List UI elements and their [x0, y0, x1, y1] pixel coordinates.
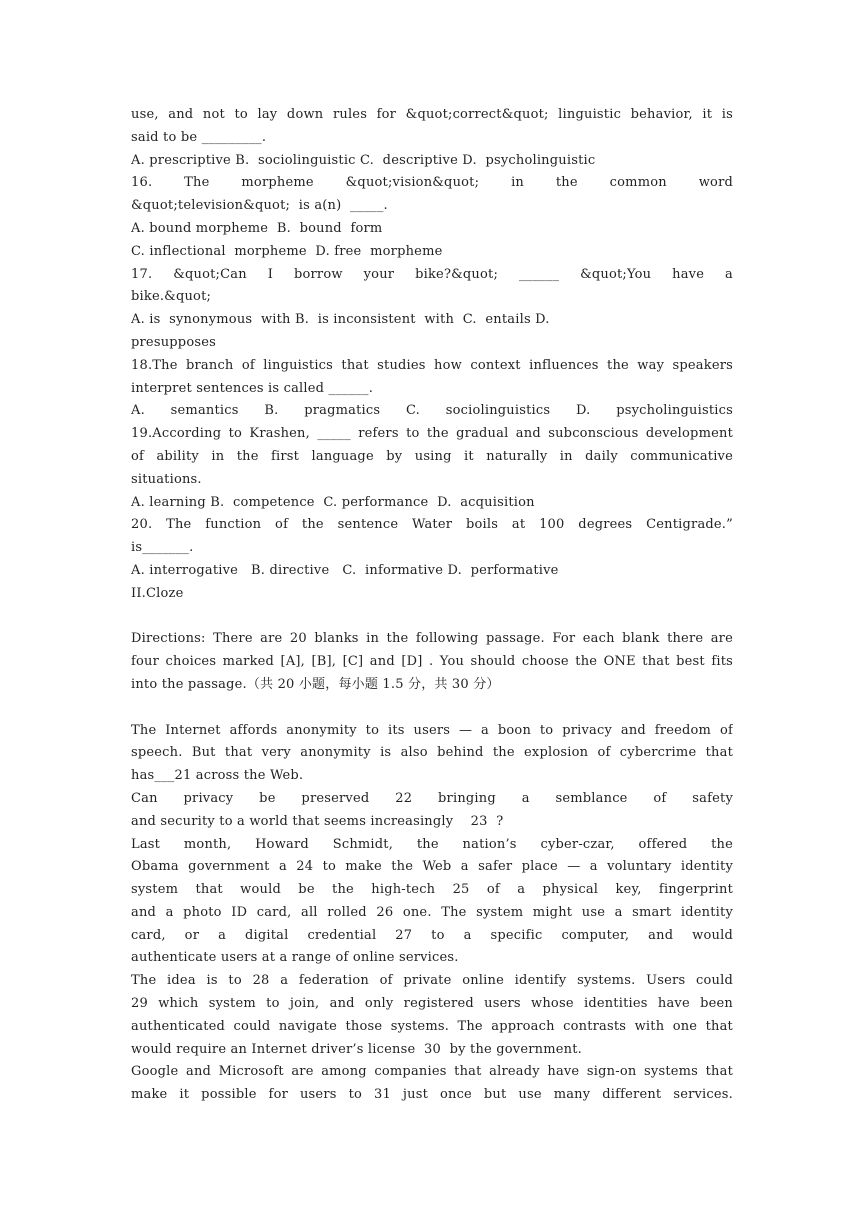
- text-line: authenticate users at a range of online services.: [131, 950, 459, 966]
- document-page: [131, 104, 733, 1107]
- text-line: authenticated could navigate those systems. The approach contrasts with one that: [131, 1018, 733, 1034]
- blank-line: [131, 606, 733, 629]
- text-line: II.Cloze: [131, 585, 184, 601]
- text-line: &quot;television&quot; is a(n) _____.: [131, 198, 388, 214]
- text-line: of ability in the first language by using it naturally in daily communicative: [131, 448, 733, 464]
- text-line: make it possible for users to 31 just once but use many different services.: [131, 1087, 733, 1103]
- text-line: 19.According to Krashen, _____ refers to the gradual and subconscious development: [131, 426, 733, 442]
- text-line: speech. But that very anonymity is also behind the explosion of cybercrime that: [131, 745, 733, 761]
- text-line: The Internet affords anonymity to its users — a boon to privacy and freedom of: [131, 722, 733, 738]
- text-line: A. semantics B. pragmatics C. sociolinguistics D. psycholinguistics: [131, 403, 733, 419]
- blank-line: [131, 697, 733, 720]
- text-line: and security to a world that seems increasingly 23 ?: [131, 813, 504, 829]
- text-line: Obama government a 24 to make the Web a safer place — a voluntary identity: [131, 859, 733, 875]
- text-line: The idea is to 28 a federation of private online identify systems. Users could: [131, 973, 733, 989]
- text-line: 29 which system to join, and only registered users whose identities have been: [131, 996, 733, 1012]
- text-line: into the passage.（共 20 小题，每小题 1.5 分，共 30 分）: [131, 676, 500, 692]
- text-line: has___21 across the Web.: [131, 768, 304, 784]
- text-line: A. interrogative B. directive C. informative D. performative: [131, 562, 559, 578]
- text-line: is_______.: [131, 540, 194, 556]
- text-line: four choices marked [A], [B], [C] and [D] . You should choose the ONE that best fits: [131, 654, 733, 670]
- text-line: situations.: [131, 471, 202, 487]
- text-line: A. learning B. competence C. performance D. acquisition: [131, 494, 535, 510]
- text-line: Last month, Howard Schmidt, the nation’s cyber-czar, offered the: [131, 836, 733, 852]
- text-line: interpret sentences is called ______.: [131, 380, 374, 396]
- text-line: A. is synonymous with B. is inconsistent with C. entails D.: [131, 312, 550, 328]
- text-line: presupposes: [131, 334, 216, 350]
- text-line: 16. The morpheme &quot;vision&quot; in the common word: [131, 175, 733, 191]
- text-line: Google and Microsoft are among companies that already have sign-on systems that: [131, 1064, 733, 1080]
- text-line: bike.&quot;: [131, 289, 212, 305]
- text-line: 18.The branch of linguistics that studies how context influences the way speakers: [131, 357, 733, 373]
- text-line: card, or a digital credential 27 to a specific computer, and would: [131, 927, 733, 943]
- text-line: C. inflectional morpheme D. free morpheme: [131, 243, 443, 259]
- text-line: A. bound morpheme B. bound form: [131, 220, 383, 236]
- text-line: and a photo ID card, all rolled 26 one. The system might use a smart identity: [131, 904, 733, 920]
- text-line: would require an Internet driver’s license 30 by the government.: [131, 1041, 582, 1057]
- text-line: 20. The function of the sentence Water boils at 100 degrees Centigrade.”: [131, 517, 733, 533]
- text-line: said to be _________.: [131, 129, 267, 145]
- text-line: Directions: There are 20 blanks in the following passage. For each blank there are: [131, 631, 733, 647]
- text-line: A. prescriptive B. sociolinguistic C. descriptive D. psycholinguistic: [131, 152, 596, 168]
- text-line: Can privacy be preserved 22 bringing a semblance of safety: [131, 790, 733, 806]
- text-line: 17. &quot;Can I borrow your bike?&quot; ______ &quot;You have a: [131, 266, 733, 282]
- text-line: system that would be the high-tech 25 of a physical key, fingerprint: [131, 882, 733, 898]
- text-line: use, and not to lay down rules for &quot;correct&quot; linguistic behavior, it is: [131, 107, 733, 122]
